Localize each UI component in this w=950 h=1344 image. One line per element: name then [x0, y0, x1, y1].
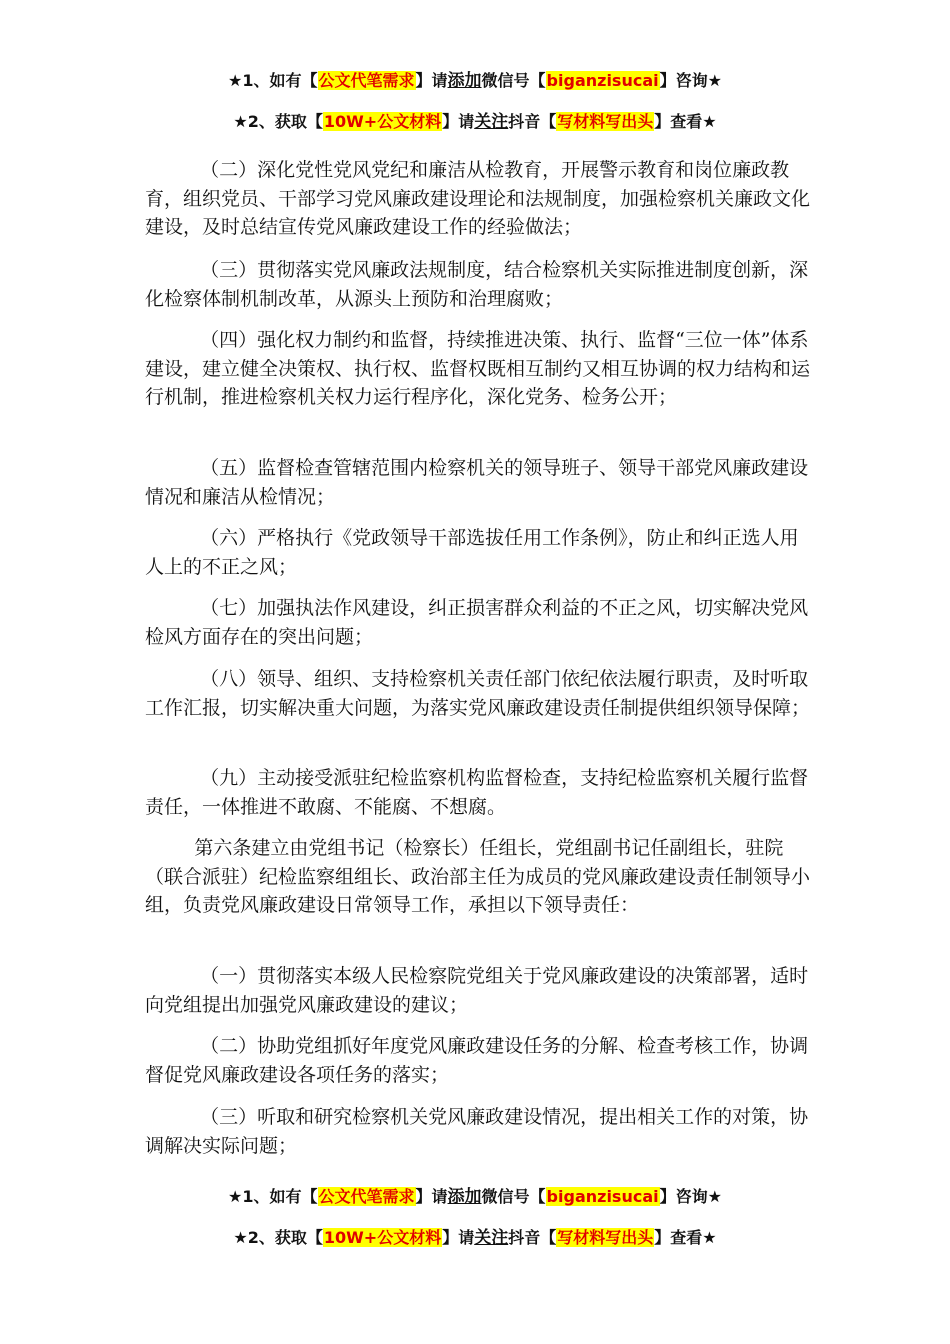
banner-top-line-2: [0, 111, 950, 133]
banner-top-line-1: [0, 70, 950, 92]
paragraph-item-9: （九）主动接受派驻纪检监察机构监督检查，支持纪检监察机关履行监督责任，一体推进不敢腐、不能腐、不想腐。: [145, 767, 809, 818]
highlight-wechat-id: biganzisucai: [546, 71, 659, 90]
underline-word: 添加: [447, 1187, 482, 1207]
paragraph-item-6: （六）严格执行《党政领导干部选拔任用工作条例》，防止和纠正选人用人上的不正之风；: [145, 527, 799, 578]
highlight-wechat-id: biganzisucai: [546, 1187, 659, 1206]
banner-text: 】查看★: [654, 112, 717, 131]
banner-text: 抖音【: [508, 112, 557, 131]
highlight-materials: 10W+公文材料: [323, 112, 442, 131]
paragraph-item-8: （八）领导、组织、支持检察机关责任部门依纪依法履行职责，及时听取工作汇报，切实解决重大问题，为落实党风廉政建设责任制提供组织领导保障；: [145, 668, 811, 719]
banner-bottom-line-1: [0, 1186, 950, 1208]
banner-text: 】请: [415, 71, 448, 90]
paragraph-duty-1: （一）贯彻落实本级人民检察院党组关于党风廉政建设的决策部署，适时向党组提出加强党风廉政建设的建议；: [145, 965, 809, 1016]
underline-word: 关注: [474, 1228, 509, 1248]
paragraph-duty-3: （三）听取和研究检察机关党风廉政建设情况，提出相关工作的对策，协调解决实际问题；: [145, 1106, 809, 1157]
banner-text: 】请: [415, 1187, 448, 1206]
banner-text: 微信号【: [481, 1187, 546, 1206]
highlight-douyin-id: 写材料写出头: [557, 1228, 654, 1247]
highlight-douyin-id: 写材料写出头: [557, 112, 654, 131]
highlight-service: 公文代笔需求: [318, 71, 415, 90]
paragraph-item-7: （七）加强执法作风建设，纠正损害群众利益的不正之风，切实解决党风检风方面存在的突出问题；: [145, 597, 809, 648]
banner-text: 】查看★: [654, 1228, 717, 1247]
paragraph-item-4: （四）强化权力制约和监督，持续推进决策、执行、监督“三位一体”体系建设，建立健全决策权、执行权、监督权既相互制约又相互协调的权力结构和运行机制，推进检察机关权力运行程序化，深化党务、检务公开；: [145, 329, 811, 408]
banner-text: ★2、获取【: [233, 112, 323, 131]
paragraph-item-2: （二）深化党性党风党纪和廉洁从检教育，开展警示教育和岗位廉政教育，组织党员、干部学习党风廉政建设理论和法规制度，加强检察机关廉政文化建设，及时总结宣传党风廉政建设工作的经验做法；: [145, 159, 811, 238]
banner-text: ★1、如有【: [228, 71, 318, 90]
banner-text: 】请: [442, 112, 475, 131]
paragraph-item-5: （五）监督检查管辖范围内检察机关的领导班子、领导干部党风廉政建设情况和廉洁从检情况；: [145, 457, 809, 508]
banner-text: 】咨询★: [659, 1187, 722, 1206]
banner-text: 微信号【: [481, 71, 546, 90]
banner-text: ★2、获取【: [233, 1228, 323, 1247]
paragraph-duty-2: （二）协助党组抓好年度党风廉政建设任务的分解、检查考核工作，协调督促党风廉政建设各项任务的落实；: [145, 1035, 809, 1086]
paragraph-article-6: 第六条建立由党组书记（检察长）任组长，党组副书记任副组长，驻院（联合派驻）纪检监察组组长、政治部主任为成员的党风廉政建设责任制领导小组，负责党风廉政建设日常领导工作，承担以下领导责任：: [145, 837, 811, 916]
banner-text: 】请: [442, 1228, 475, 1247]
paragraph-item-3: （三）贯彻落实党风廉政法规制度，结合检察机关实际推进制度创新，深化检察体制机制改革，从源头上预防和治理腐败；: [145, 259, 809, 310]
highlight-materials: 10W+公文材料: [323, 1228, 442, 1247]
underline-word: 添加: [447, 71, 482, 91]
banner-text: 抖音【: [508, 1228, 557, 1247]
underline-word: 关注: [474, 112, 509, 132]
highlight-service: 公文代笔需求: [318, 1187, 415, 1206]
banner-bottom-line-2: [0, 1227, 950, 1249]
banner-text: 】咨询★: [659, 71, 722, 90]
banner-text: ★1、如有【: [228, 1187, 318, 1206]
